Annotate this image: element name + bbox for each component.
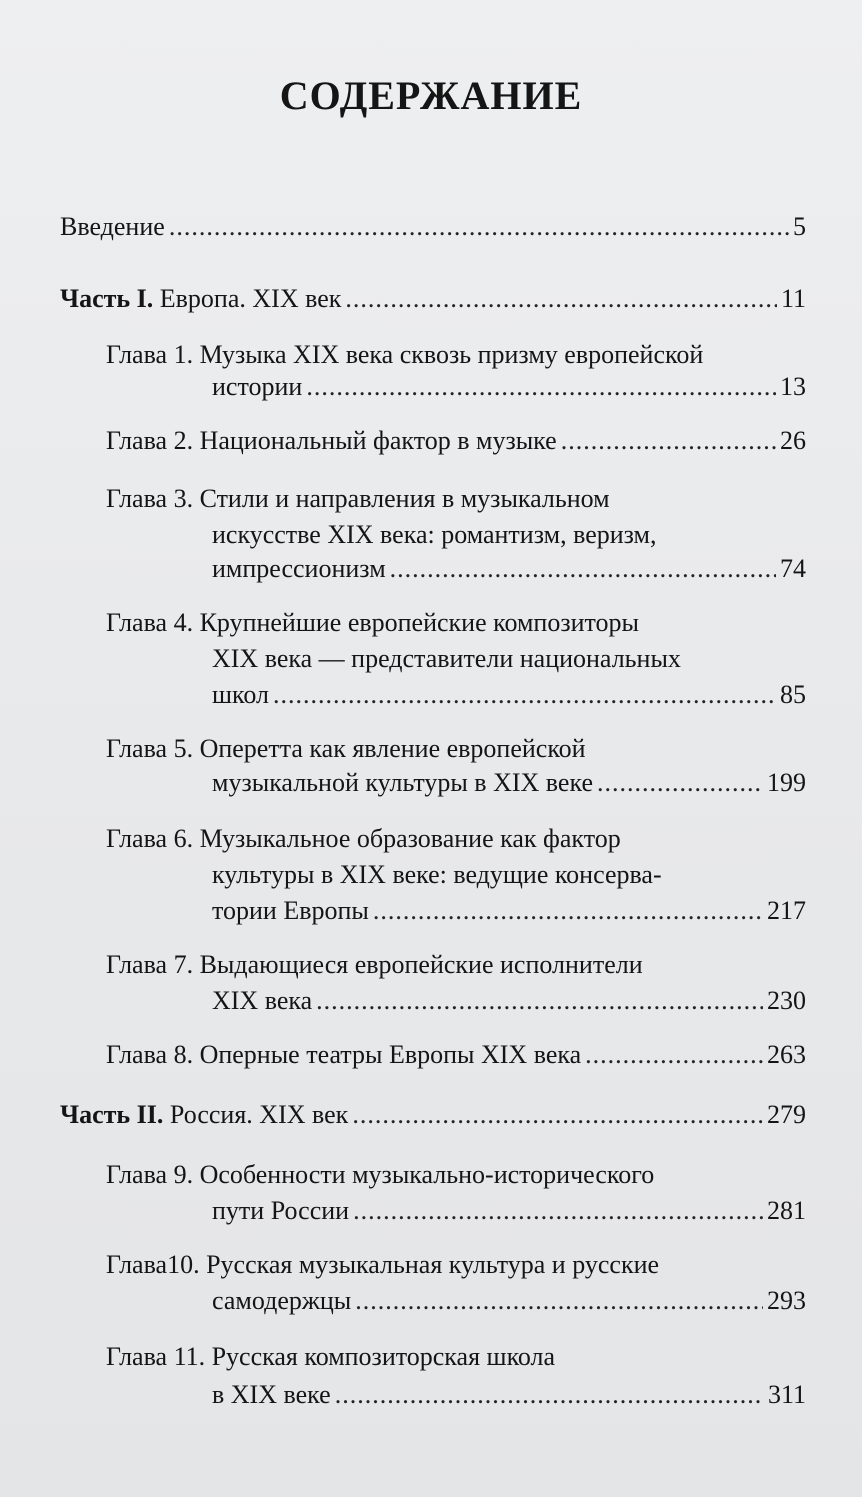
toc-entry-label: Глава 8. Оперные театры Европы XIX века <box>106 1040 582 1069</box>
dot-leader <box>355 1284 763 1318</box>
toc-entry-label: тории Европы <box>212 896 369 925</box>
toc-chapter-3-line: искусстве XIX века: романтизм, веризм, <box>212 520 657 549</box>
toc-chapter-5 <box>212 766 806 800</box>
dot-leader <box>373 894 763 928</box>
toc-chapter-9 <box>212 1194 806 1228</box>
toc-chapter-3 <box>212 552 806 586</box>
part-heading <box>60 1098 348 1132</box>
page-number: 279 <box>767 1100 806 1129</box>
dot-leader <box>306 370 776 404</box>
toc-chapter-6-line: Глава 6. Музыкальное образование как фактор <box>106 824 621 853</box>
dot-leader <box>335 1378 764 1412</box>
dot-leader <box>345 282 777 316</box>
toc-entry-label: в XIX веке <box>212 1380 331 1409</box>
page-number: 74 <box>780 554 806 583</box>
dot-leader <box>353 1194 763 1228</box>
part-title: Европа. XIX век <box>159 284 342 313</box>
toc-chapter-10 <box>212 1284 806 1318</box>
toc-chapter-4-line: XIX века — представители национальных <box>212 644 681 673</box>
dot-leader <box>169 210 789 244</box>
dot-leader <box>561 424 776 458</box>
toc-chapter-11-line: Глава 11. Русская композиторская школа <box>106 1342 556 1371</box>
toc-part-2 <box>60 1098 806 1132</box>
dot-leader <box>390 552 776 586</box>
part-heading <box>60 282 341 316</box>
toc-chapter-2 <box>106 424 806 458</box>
toc-chapter-4 <box>212 678 806 712</box>
toc-entry-label: Глава 2. Национальный фактор в музыке <box>106 426 557 455</box>
toc-entry-label: импрессионизм <box>212 554 386 583</box>
page-number: 13 <box>780 372 806 401</box>
toc-part-1 <box>60 282 806 316</box>
toc-chapter-7-line: Глава 7. Выдающиеся европейские исполнители <box>106 950 643 979</box>
toc-entry-intro <box>60 210 806 244</box>
dot-leader <box>597 766 763 800</box>
toc-entry-label: пути России <box>212 1196 350 1225</box>
part-title: Россия. XIX век <box>169 1100 349 1129</box>
toc-entry-label: школ <box>212 680 269 709</box>
dot-leader <box>585 1038 763 1072</box>
toc-chapter-11 <box>212 1378 806 1412</box>
toc-chapter-3-line: Глава 3. Стили и направления в музыкальном <box>106 484 610 513</box>
page-number: 230 <box>767 986 806 1015</box>
toc-chapter-9-line: Глава 9. Особенности музыкально-исторического <box>106 1160 655 1189</box>
part-number: Часть I. <box>60 284 154 313</box>
toc-chapter-5-line: Глава 5. Оперетта как явление европейской <box>106 734 586 763</box>
page-number: 85 <box>780 680 806 709</box>
toc-chapter-6 <box>212 894 806 928</box>
toc-entry-label: XIX века <box>212 986 313 1015</box>
page-number: 281 <box>767 1196 806 1225</box>
toc-entry-label: музыкальной культуры в XIX веке <box>212 768 593 797</box>
toc-entry-label: самодержцы <box>212 1286 352 1315</box>
page-number: 293 <box>767 1286 806 1315</box>
toc-entry-label: Введение <box>60 212 165 241</box>
toc-chapter-1-line: Глава 1. Музыка XIX века сквозь призму европейской <box>106 340 704 369</box>
toc-chapter-10-line: Глава10. Русская музыкальная культура и русские <box>106 1250 660 1279</box>
toc-chapter-6-line: культуры в XIX веке: ведущие консерва- <box>212 860 662 889</box>
page-number: 263 <box>767 1040 806 1069</box>
toc-entry-label: истории <box>212 372 303 401</box>
page-number: 217 <box>767 896 806 925</box>
page-title: СОДЕРЖАНИЕ <box>279 73 583 118</box>
page-number: 199 <box>767 768 806 797</box>
toc-chapter-4-line: Глава 4. Крупнейшие европейские композиторы <box>106 608 639 637</box>
part-number: Часть II. <box>60 1100 164 1129</box>
toc-chapter-8 <box>106 1038 806 1072</box>
page-number: 26 <box>780 426 806 455</box>
dot-leader <box>273 678 776 712</box>
dot-leader <box>352 1098 763 1132</box>
page-number: 11 <box>780 284 806 313</box>
toc-chapter-1 <box>212 370 806 404</box>
toc-chapter-7 <box>212 984 806 1018</box>
dot-leader <box>316 984 763 1018</box>
page-number: 311 <box>767 1380 806 1409</box>
page-number: 5 <box>793 212 806 241</box>
